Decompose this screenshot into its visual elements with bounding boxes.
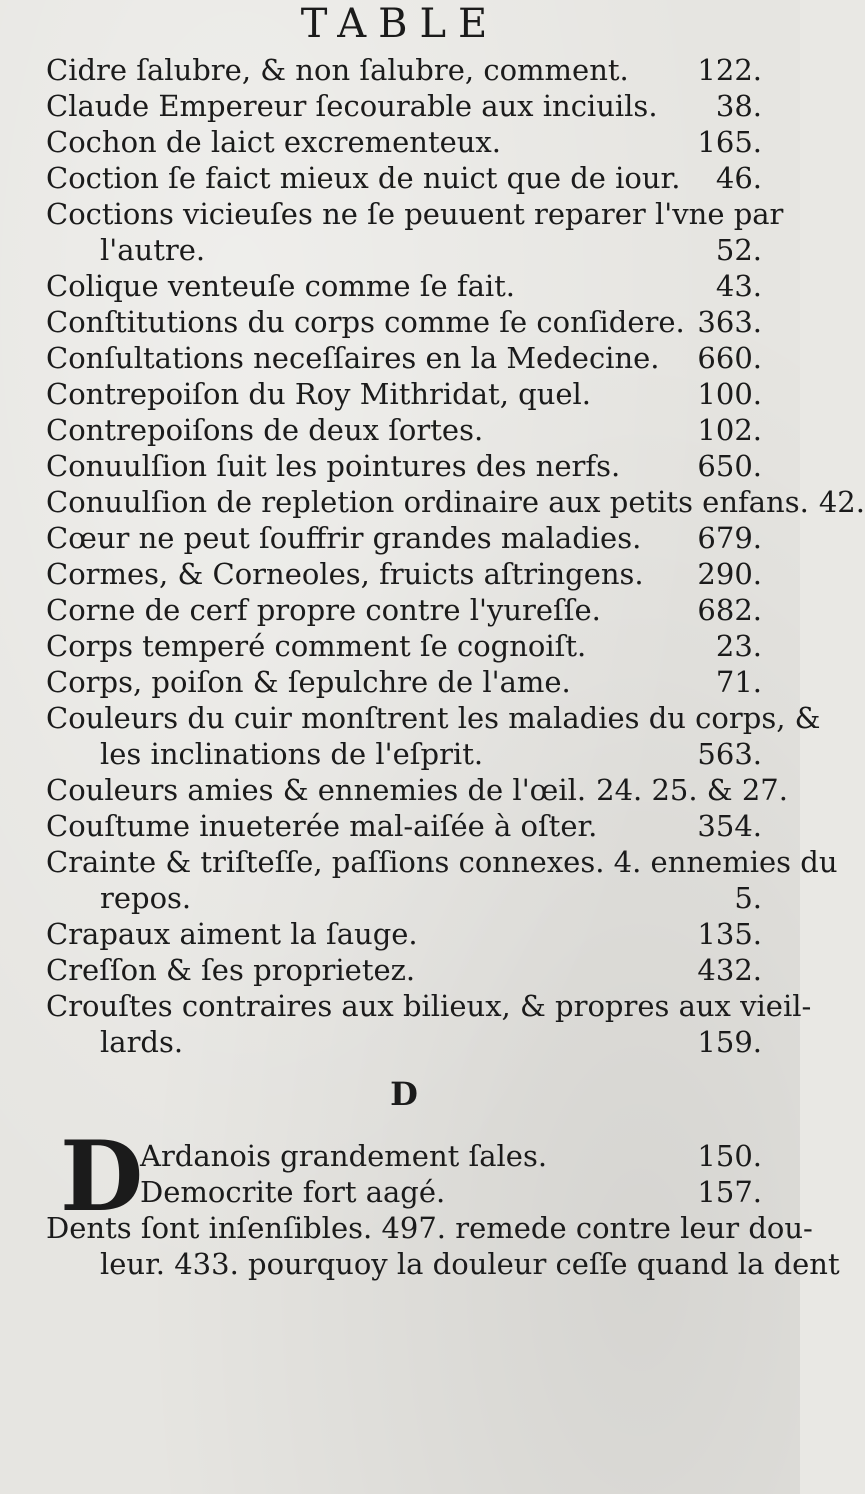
- entry-line: [46, 628, 762, 664]
- entry-text: Contrepoiſon du Roy Mithridat, quel.: [46, 377, 592, 411]
- entry-line: [46, 88, 762, 124]
- index-entry: [46, 628, 762, 664]
- entry-page-number: 150.: [697, 1139, 762, 1173]
- entry-line: [46, 124, 762, 160]
- index-entry: [46, 772, 788, 808]
- index-entry: [46, 592, 762, 628]
- entry-line: [46, 844, 838, 880]
- entry-text: Ardanois grandement ſales.: [140, 1139, 548, 1173]
- entry-text: Corps temperé comment ſe cognoiſt.: [46, 629, 587, 663]
- entry-line: [46, 448, 762, 484]
- index-entry: [46, 124, 762, 160]
- entry-page-number: 363.: [697, 305, 762, 339]
- entry-page-number: 102.: [697, 413, 762, 447]
- entry-text: Conſtitutions du corps comme ſe conſidere.: [46, 305, 685, 339]
- index-entry: [46, 88, 762, 124]
- entry-page-number: 52.: [715, 233, 762, 267]
- entry-page-number: 354.: [697, 809, 762, 843]
- index-entry: [46, 556, 762, 592]
- section-heading: D: [390, 1075, 418, 1113]
- entry-text: Crainte & triſteſſe, paſſions connexes. 4. ennemies du: [46, 845, 838, 879]
- entry-line: [46, 952, 762, 988]
- entry-line: [46, 232, 762, 268]
- entry-page-number: 100.: [697, 377, 762, 411]
- page-header: TABLE: [300, 1, 500, 47]
- entry-text: Creſſon & ſes proprietez.: [46, 953, 416, 987]
- entry-text: Cidre ſalubre, & non ſalubre, comment.: [46, 53, 629, 87]
- index-entry: [46, 52, 762, 88]
- entry-text: Crouſtes contraires aux bilieux, & propres aux vieil-: [46, 989, 812, 1023]
- entry-page-number: 5.: [734, 881, 762, 915]
- entry-page-number: 165.: [697, 125, 762, 159]
- index-entry: [46, 448, 762, 484]
- entry-text: Couleurs amies & ennemies de l'œil.: [46, 773, 587, 807]
- entry-line: [46, 268, 762, 304]
- entry-text: Couleurs du cuir monſtrent les maladies du corps, &: [46, 701, 821, 735]
- entry-text: Claude Empereur ſecourable aux inciuils.: [46, 89, 658, 123]
- index-entry: [46, 1138, 762, 1174]
- entry-page-number: 24. 25. & 27.: [596, 773, 788, 807]
- index-entry: [46, 160, 762, 196]
- entry-page-number: 42.: [818, 485, 865, 519]
- entry-text: lards.: [100, 1025, 184, 1059]
- entry-text: Colique venteuſe comme ſe fait.: [46, 269, 516, 303]
- entry-text: Conuulſion de repletion ordinaire aux petits enfans.: [46, 485, 809, 519]
- entry-line: [46, 160, 762, 196]
- index-entry: [46, 844, 838, 916]
- entry-text: repos.: [100, 881, 192, 915]
- entry-text: Corps, poiſon & ſepulchre de l'ame.: [46, 665, 571, 699]
- index-entry: [46, 196, 784, 268]
- index-entry: [46, 808, 762, 844]
- entry-line: [46, 916, 762, 952]
- entry-page-number: 679.: [697, 521, 762, 555]
- entry-line: [46, 376, 762, 412]
- index-entries: [46, 52, 865, 1282]
- entry-page-number: 660.: [697, 341, 762, 375]
- entry-line: [46, 736, 762, 772]
- entry-page-number: 563.: [697, 737, 762, 771]
- index-entry: [46, 1174, 762, 1210]
- index-entry: [46, 268, 762, 304]
- entry-line: [46, 700, 821, 736]
- index-entry: [46, 700, 821, 772]
- entry-text: Conuulſion ſuit les pointures des nerfs.: [46, 449, 621, 483]
- entry-text: Coction ſe faict mieux de nuict que de iour.: [46, 161, 681, 195]
- index-entry: [46, 1210, 840, 1282]
- entry-line: Dents ſont inſenſibles. 497. remede contre leur dou-: [46, 1211, 813, 1245]
- entry-page-number: 135.: [697, 917, 762, 951]
- entry-line: [46, 808, 762, 844]
- entry-line: [46, 880, 762, 916]
- entry-line: [46, 988, 812, 1024]
- entry-text: Contrepoiſons de deux ſortes.: [46, 413, 484, 447]
- index-entry: [46, 916, 762, 952]
- drop-cap: D: [60, 1120, 144, 1233]
- index-entry: [46, 664, 762, 700]
- entry-page-number: 122.: [697, 53, 762, 87]
- entry-page-number: 290.: [697, 557, 762, 591]
- entry-line: [46, 772, 788, 808]
- index-entry: [46, 520, 762, 556]
- entry-line: [46, 412, 762, 448]
- index-entry: [46, 304, 762, 340]
- entry-line: leur. 433. pourquoy la douleur ceſſe quand la dent: [100, 1247, 840, 1281]
- entry-line: [46, 304, 762, 340]
- entry-text: Cochon de laict excrementeux.: [46, 125, 502, 159]
- entry-line: [46, 1024, 762, 1060]
- index-entry: [46, 484, 865, 520]
- index-entry: [46, 988, 812, 1060]
- entry-text: Crapaux aiment la ſauge.: [46, 917, 418, 951]
- index-entry: [46, 412, 762, 448]
- entry-line: [46, 664, 762, 700]
- entry-text: Democrite fort aagé.: [140, 1175, 446, 1209]
- entry-page-number: 432.: [697, 953, 762, 987]
- entry-text: Cœur ne peut ſouffrir grandes maladies.: [46, 521, 642, 555]
- entry-page-number: 43.: [715, 269, 762, 303]
- entry-text: Cormes, & Corneoles, fruicts aſtringens.: [46, 557, 644, 591]
- entry-line: [46, 52, 762, 88]
- entry-text: les inclinations de l'eſprit.: [100, 737, 484, 771]
- entry-line: [46, 556, 762, 592]
- entry-line: [46, 196, 784, 232]
- entry-page-number: 38.: [715, 89, 762, 123]
- entry-text: Coctions vicieuſes ne ſe peuuent reparer l'vne par: [46, 197, 784, 231]
- entry-page-number: 650.: [697, 449, 762, 483]
- entry-page-number: 159.: [697, 1025, 762, 1059]
- entry-page-number: 157.: [697, 1175, 762, 1209]
- entry-line: [46, 592, 762, 628]
- entry-line: [46, 340, 762, 376]
- entry-text: Conſultations neceſſaires en la Medecine.: [46, 341, 660, 375]
- entry-line: [46, 484, 865, 520]
- entry-page-number: 682.: [697, 593, 762, 627]
- entry-text: l'autre.: [100, 233, 206, 267]
- index-entry: [46, 376, 762, 412]
- index-entry: [46, 952, 762, 988]
- index-entry: [46, 340, 762, 376]
- entry-page-number: 71.: [715, 665, 762, 699]
- entry-line: [46, 520, 762, 556]
- entry-text: Couſtume inueterée mal-aiſée à oſter.: [46, 809, 598, 843]
- entry-page-number: 46.: [715, 161, 762, 195]
- entry-page-number: 23.: [715, 629, 762, 663]
- entry-text: Corne de cerf propre contre l'yureſſe.: [46, 593, 601, 627]
